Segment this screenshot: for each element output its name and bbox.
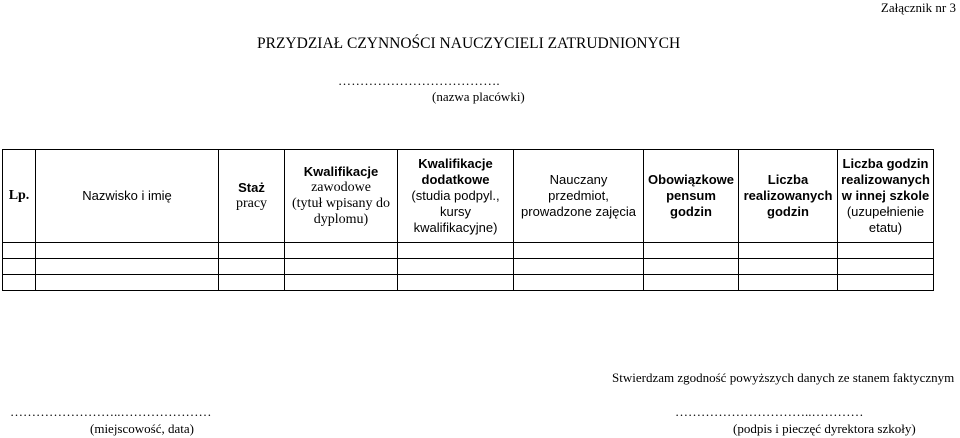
table-cell[interactable] <box>838 275 934 291</box>
col-header-seniority <box>219 150 285 243</box>
assignment-table <box>2 149 934 291</box>
col-header-line: Nazwisko i imię <box>82 188 172 203</box>
table-cell[interactable] <box>36 275 219 291</box>
col-header-realized-hours <box>739 150 838 243</box>
col-header-line: Liczba godzin <box>842 156 929 171</box>
col-header-line: dyplomu) <box>313 212 369 227</box>
col-header-line: Kwalifikacje <box>303 164 379 179</box>
table-cell[interactable] <box>36 259 219 275</box>
place-date-blank-line: ……………………..………………… <box>10 404 212 419</box>
table-cell[interactable] <box>285 259 398 275</box>
signature-blank-line: …………………………..………… <box>675 404 864 419</box>
institution-hint: (nazwa placówki) <box>432 89 525 104</box>
col-header-line: Lp. <box>8 188 30 203</box>
table-cell[interactable] <box>219 259 285 275</box>
col-header-line: w innej szkole <box>841 188 930 203</box>
col-header-line: realizowanych <box>743 188 833 203</box>
col-header-mandatory-hours <box>644 150 739 243</box>
col-header-line: przedmiot, <box>548 188 609 203</box>
col-header-line: prowadzone zajęcia <box>521 204 636 219</box>
col-header-other-school-hours <box>838 150 934 243</box>
col-header-line: kwalifikacyjne) <box>413 220 498 235</box>
table-cell[interactable] <box>3 259 36 275</box>
table-cell[interactable] <box>739 275 838 291</box>
institution-blank-line: ………………………………. <box>338 73 500 88</box>
col-header-additional-qualifications <box>398 150 514 243</box>
table-cell[interactable] <box>838 243 934 259</box>
col-header-line: Nauczany <box>549 172 608 187</box>
table-cell[interactable] <box>398 275 514 291</box>
col-header-name <box>36 150 219 243</box>
col-header-line: godzin <box>670 204 712 219</box>
signature-hint: (podpis i pieczęć dyrektora szkoły) <box>733 421 916 436</box>
col-header-professional-qualifications <box>285 150 398 243</box>
table-header-row <box>3 150 934 243</box>
table-cell[interactable] <box>398 259 514 275</box>
table-cell[interactable] <box>739 243 838 259</box>
col-header-line: (tytuł wpisany do <box>292 196 390 211</box>
col-header-subject <box>514 150 644 243</box>
col-header-line: pracy <box>235 196 268 211</box>
table-cell[interactable] <box>219 275 285 291</box>
statement-text: Stwierdzam zgodność powyższych danych ze stanem faktycznym <box>612 370 955 385</box>
page-title: PRZYDZIAŁ CZYNNOŚCI NAUCZYCIELI ZATRUDNIONYCH <box>257 35 681 52</box>
col-header-line: Staż <box>238 180 265 195</box>
table-cell[interactable] <box>644 259 739 275</box>
table-cell[interactable] <box>514 275 644 291</box>
place-date-hint: (miejscowość, data) <box>90 421 194 436</box>
col-header-line: (studia podpyl., <box>411 188 500 203</box>
col-header-line: realizowanych <box>841 172 930 187</box>
col-header-line: zawodowe <box>311 180 371 195</box>
col-header-line: dodatkowe <box>421 172 490 187</box>
table-cell[interactable] <box>3 275 36 291</box>
table-cell[interactable] <box>285 275 398 291</box>
col-header-line: Kwalifikacje <box>418 156 493 171</box>
col-header-line: godzin <box>767 204 809 219</box>
annex-label: Załącznik nr 3 <box>880 0 956 15</box>
col-header-line: Obowiązkowe <box>648 172 734 187</box>
table-cell[interactable] <box>398 243 514 259</box>
col-header-lp <box>3 150 36 243</box>
table-cell[interactable] <box>514 259 644 275</box>
table-row <box>3 259 934 275</box>
col-header-line: pensum <box>666 188 716 203</box>
table-cell[interactable] <box>644 243 739 259</box>
table-row <box>3 243 934 259</box>
table-row <box>3 275 934 291</box>
table-cell[interactable] <box>3 243 36 259</box>
col-header-line: kursy <box>439 204 472 219</box>
col-header-line: (uzupełnienie <box>846 204 925 219</box>
table-cell[interactable] <box>219 243 285 259</box>
table-cell[interactable] <box>285 243 398 259</box>
col-header-line: etatu) <box>868 220 903 235</box>
table-cell[interactable] <box>514 243 644 259</box>
col-header-line: Liczba <box>767 172 809 187</box>
table-cell[interactable] <box>36 243 219 259</box>
table-cell[interactable] <box>739 259 838 275</box>
table-cell[interactable] <box>644 275 739 291</box>
table-cell[interactable] <box>838 259 934 275</box>
